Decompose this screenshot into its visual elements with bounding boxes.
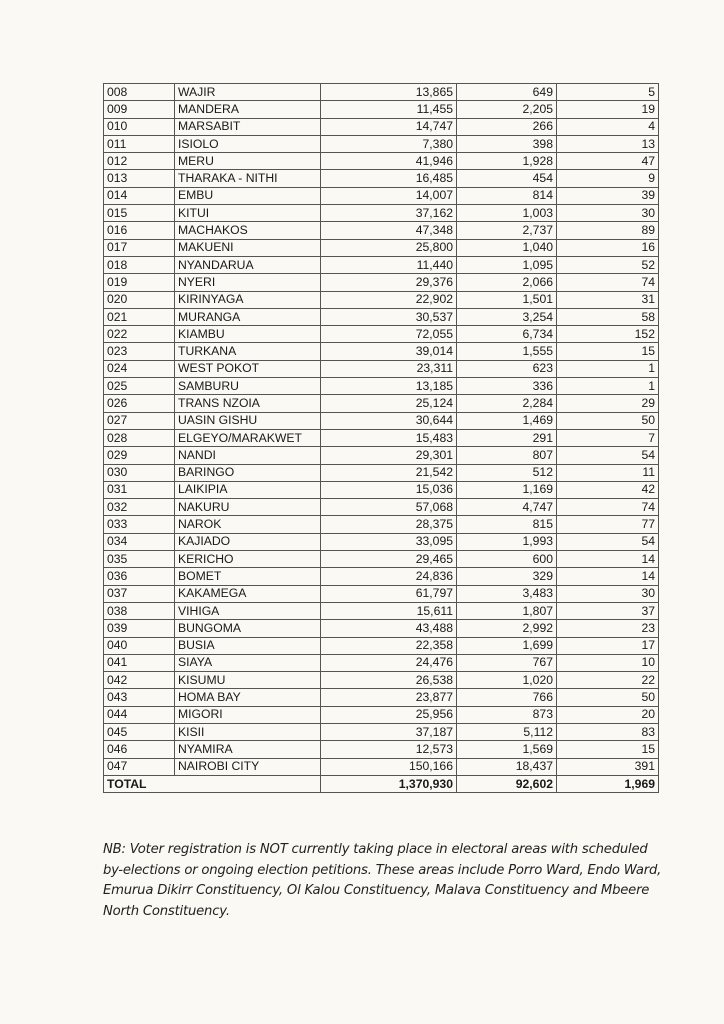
value-b-cell: 1,928	[457, 153, 557, 170]
value-a-cell: 37,187	[321, 723, 457, 740]
table-row	[104, 620, 659, 637]
value-c-cell: 42	[557, 481, 659, 498]
table-row	[104, 533, 659, 550]
total-col-a-cell: 1,370,930	[321, 775, 457, 792]
value-a-cell: 43,488	[321, 620, 457, 637]
value-b-cell: 1,040	[457, 239, 557, 256]
value-a-cell: 24,476	[321, 654, 457, 671]
value-c-cell: 29	[557, 395, 659, 412]
table-row	[104, 412, 659, 429]
value-b-cell: 1,555	[457, 343, 557, 360]
table-row	[104, 429, 659, 446]
value-c-cell: 89	[557, 222, 659, 239]
county-name-cell: THARAKA - NITHI	[175, 170, 321, 187]
value-b-cell: 600	[457, 551, 557, 568]
value-a-cell: 25,124	[321, 395, 457, 412]
table-row	[104, 499, 659, 516]
county-name-cell: KERICHO	[175, 551, 321, 568]
county-name-cell: VIHIGA	[175, 602, 321, 619]
value-a-cell: 72,055	[321, 326, 457, 343]
county-name-cell: ISIOLO	[175, 135, 321, 152]
table-row	[104, 723, 659, 740]
county-name-cell: WEST POKOT	[175, 360, 321, 377]
value-c-cell: 58	[557, 308, 659, 325]
value-b-cell: 291	[457, 429, 557, 446]
county-code-cell: 043	[104, 689, 175, 706]
value-b-cell: 398	[457, 135, 557, 152]
table-row	[104, 256, 659, 273]
value-a-cell: 15,036	[321, 481, 457, 498]
county-name-cell: KIRINYAGA	[175, 291, 321, 308]
table-row	[104, 568, 659, 585]
county-code-cell: 044	[104, 706, 175, 723]
value-c-cell: 15	[557, 741, 659, 758]
county-name-cell: NYERI	[175, 274, 321, 291]
value-a-cell: 29,301	[321, 447, 457, 464]
value-b-cell: 2,205	[457, 101, 557, 118]
county-code-cell: 012	[104, 153, 175, 170]
county-code-cell: 023	[104, 343, 175, 360]
table-row	[104, 205, 659, 222]
county-code-cell: 040	[104, 637, 175, 654]
value-a-cell: 57,068	[321, 499, 457, 516]
value-a-cell: 30,537	[321, 308, 457, 325]
county-name-cell: BOMET	[175, 568, 321, 585]
county-code-cell: 031	[104, 481, 175, 498]
value-c-cell: 15	[557, 343, 659, 360]
table-row	[104, 481, 659, 498]
county-name-cell: UASIN GISHU	[175, 412, 321, 429]
value-c-cell: 52	[557, 256, 659, 273]
county-code-cell: 032	[104, 499, 175, 516]
county-code-cell: 014	[104, 187, 175, 204]
table-row	[104, 222, 659, 239]
value-c-cell: 16	[557, 239, 659, 256]
value-a-cell: 33,095	[321, 533, 457, 550]
table-row	[104, 360, 659, 377]
value-c-cell: 152	[557, 326, 659, 343]
value-b-cell: 4,747	[457, 499, 557, 516]
value-b-cell: 1,807	[457, 602, 557, 619]
county-name-cell: MERU	[175, 153, 321, 170]
value-a-cell: 13,185	[321, 378, 457, 395]
value-b-cell: 329	[457, 568, 557, 585]
value-a-cell: 24,836	[321, 568, 457, 585]
value-a-cell: 41,946	[321, 153, 457, 170]
county-code-cell: 008	[104, 84, 175, 101]
table-row	[104, 741, 659, 758]
county-code-cell: 028	[104, 429, 175, 446]
value-c-cell: 1	[557, 378, 659, 395]
value-a-cell: 22,902	[321, 291, 457, 308]
county-code-cell: 035	[104, 551, 175, 568]
value-b-cell: 2,066	[457, 274, 557, 291]
county-name-cell: HOMA BAY	[175, 689, 321, 706]
table-row	[104, 551, 659, 568]
value-b-cell: 766	[457, 689, 557, 706]
value-a-cell: 23,311	[321, 360, 457, 377]
table-row	[104, 187, 659, 204]
value-c-cell: 47	[557, 153, 659, 170]
county-name-cell: LAIKIPIA	[175, 481, 321, 498]
value-b-cell: 6,734	[457, 326, 557, 343]
table-row	[104, 308, 659, 325]
county-name-cell: NAIROBI CITY	[175, 758, 321, 775]
county-name-cell: BUSIA	[175, 637, 321, 654]
value-c-cell: 37	[557, 602, 659, 619]
value-a-cell: 16,485	[321, 170, 457, 187]
county-name-cell: KITUI	[175, 205, 321, 222]
value-a-cell: 28,375	[321, 516, 457, 533]
table-row	[104, 585, 659, 602]
value-a-cell: 15,483	[321, 429, 457, 446]
county-code-cell: 038	[104, 602, 175, 619]
county-name-cell: KAJIADO	[175, 533, 321, 550]
table-row	[104, 447, 659, 464]
value-a-cell: 29,376	[321, 274, 457, 291]
county-code-cell: 039	[104, 620, 175, 637]
table-row	[104, 239, 659, 256]
value-b-cell: 814	[457, 187, 557, 204]
county-code-cell: 026	[104, 395, 175, 412]
value-b-cell: 5,112	[457, 723, 557, 740]
county-name-cell: MARSABIT	[175, 118, 321, 135]
county-code-cell: 009	[104, 101, 175, 118]
value-b-cell: 2,992	[457, 620, 557, 637]
value-b-cell: 336	[457, 378, 557, 395]
county-code-cell: 036	[104, 568, 175, 585]
table-row	[104, 637, 659, 654]
table-row	[104, 464, 659, 481]
value-c-cell: 74	[557, 274, 659, 291]
table-row	[104, 170, 659, 187]
value-c-cell: 13	[557, 135, 659, 152]
table-row	[104, 291, 659, 308]
table-body	[104, 84, 659, 793]
table-row	[104, 706, 659, 723]
value-c-cell: 39	[557, 187, 659, 204]
county-name-cell: BUNGOMA	[175, 620, 321, 637]
footnote: NB: Voter registration is NOT currently taking place in electoral areas with scheduled by-elections or ongoing election petitions. These areas include Porro Ward, Endo Ward, Emurua Dikirr Constituency, Ol Kalou Constituency, Malava Constituency and Mbeere North Constituency.	[103, 842, 662, 919]
county-name-cell: NANDI	[175, 447, 321, 464]
county-name-cell: KIAMBU	[175, 326, 321, 343]
county-code-cell: 029	[104, 447, 175, 464]
value-b-cell: 266	[457, 118, 557, 135]
county-name-cell: TRANS NZOIA	[175, 395, 321, 412]
county-code-cell: 027	[104, 412, 175, 429]
table-row	[104, 118, 659, 135]
value-a-cell: 14,747	[321, 118, 457, 135]
value-a-cell: 7,380	[321, 135, 457, 152]
value-c-cell: 14	[557, 568, 659, 585]
value-b-cell: 1,699	[457, 637, 557, 654]
value-a-cell: 22,358	[321, 637, 457, 654]
county-name-cell: MACHAKOS	[175, 222, 321, 239]
value-c-cell: 14	[557, 551, 659, 568]
value-a-cell: 26,538	[321, 672, 457, 689]
county-name-cell: MANDERA	[175, 101, 321, 118]
value-c-cell: 83	[557, 723, 659, 740]
county-code-cell: 030	[104, 464, 175, 481]
table-row	[104, 326, 659, 343]
table-row	[104, 758, 659, 775]
total-row	[104, 775, 659, 792]
value-c-cell: 50	[557, 412, 659, 429]
county-code-cell: 046	[104, 741, 175, 758]
county-code-cell: 034	[104, 533, 175, 550]
value-a-cell: 14,007	[321, 187, 457, 204]
county-code-cell: 017	[104, 239, 175, 256]
value-a-cell: 25,800	[321, 239, 457, 256]
total-label: TOTAL	[104, 775, 321, 792]
value-b-cell: 1,003	[457, 205, 557, 222]
county-code-cell: 019	[104, 274, 175, 291]
value-b-cell: 767	[457, 654, 557, 671]
county-code-cell: 041	[104, 654, 175, 671]
county-code-cell: 037	[104, 585, 175, 602]
county-code-cell: 013	[104, 170, 175, 187]
county-name-cell: KISII	[175, 723, 321, 740]
value-b-cell: 807	[457, 447, 557, 464]
value-a-cell: 11,440	[321, 256, 457, 273]
county-name-cell: ELGEYO/MARAKWET	[175, 429, 321, 446]
value-c-cell: 22	[557, 672, 659, 689]
county-code-cell: 011	[104, 135, 175, 152]
value-c-cell: 11	[557, 464, 659, 481]
county-name-cell: MURANGA	[175, 308, 321, 325]
value-b-cell: 1,501	[457, 291, 557, 308]
value-c-cell: 31	[557, 291, 659, 308]
value-a-cell: 47,348	[321, 222, 457, 239]
county-code-cell: 015	[104, 205, 175, 222]
table-row	[104, 84, 659, 101]
county-code-cell: 042	[104, 672, 175, 689]
value-b-cell: 1,569	[457, 741, 557, 758]
value-b-cell: 623	[457, 360, 557, 377]
value-b-cell: 3,483	[457, 585, 557, 602]
value-b-cell: 1,169	[457, 481, 557, 498]
county-name-cell: EMBU	[175, 187, 321, 204]
county-name-cell: KISUMU	[175, 672, 321, 689]
table-row	[104, 672, 659, 689]
value-c-cell: 54	[557, 533, 659, 550]
value-a-cell: 15,611	[321, 602, 457, 619]
county-code-cell: 025	[104, 378, 175, 395]
value-b-cell: 649	[457, 84, 557, 101]
county-name-cell: NYANDARUA	[175, 256, 321, 273]
value-b-cell: 2,284	[457, 395, 557, 412]
value-a-cell: 37,162	[321, 205, 457, 222]
value-a-cell: 11,455	[321, 101, 457, 118]
county-code-cell: 047	[104, 758, 175, 775]
value-c-cell: 30	[557, 205, 659, 222]
value-c-cell: 23	[557, 620, 659, 637]
total-col-b-cell: 92,602	[457, 775, 557, 792]
voter-registration-table	[103, 83, 659, 793]
county-code-cell: 045	[104, 723, 175, 740]
value-b-cell: 815	[457, 516, 557, 533]
value-a-cell: 30,644	[321, 412, 457, 429]
county-name-cell: WAJIR	[175, 84, 321, 101]
value-b-cell: 1,993	[457, 533, 557, 550]
value-b-cell: 512	[457, 464, 557, 481]
table-row	[104, 378, 659, 395]
county-code-cell: 033	[104, 516, 175, 533]
value-c-cell: 5	[557, 84, 659, 101]
total-col-c-cell: 1,969	[557, 775, 659, 792]
value-a-cell: 39,014	[321, 343, 457, 360]
value-b-cell: 1,469	[457, 412, 557, 429]
county-code-cell: 024	[104, 360, 175, 377]
value-c-cell: 17	[557, 637, 659, 654]
county-code-cell: 020	[104, 291, 175, 308]
county-name-cell: KAKAMEGA	[175, 585, 321, 602]
value-b-cell: 454	[457, 170, 557, 187]
value-c-cell: 9	[557, 170, 659, 187]
value-a-cell: 150,166	[321, 758, 457, 775]
value-c-cell: 54	[557, 447, 659, 464]
table-row	[104, 274, 659, 291]
county-code-cell: 016	[104, 222, 175, 239]
value-a-cell: 13,865	[321, 84, 457, 101]
county-code-cell: 022	[104, 326, 175, 343]
table-row	[104, 343, 659, 360]
value-c-cell: 74	[557, 499, 659, 516]
county-name-cell: TURKANA	[175, 343, 321, 360]
county-name-cell: NAKURU	[175, 499, 321, 516]
value-a-cell: 61,797	[321, 585, 457, 602]
county-code-cell: 010	[104, 118, 175, 135]
value-a-cell: 12,573	[321, 741, 457, 758]
value-a-cell: 23,877	[321, 689, 457, 706]
value-c-cell: 20	[557, 706, 659, 723]
value-c-cell: 10	[557, 654, 659, 671]
county-name-cell: NAROK	[175, 516, 321, 533]
value-c-cell: 4	[557, 118, 659, 135]
value-a-cell: 21,542	[321, 464, 457, 481]
value-b-cell: 873	[457, 706, 557, 723]
table-row	[104, 689, 659, 706]
county-code-cell: 021	[104, 308, 175, 325]
value-b-cell: 1,020	[457, 672, 557, 689]
value-c-cell: 19	[557, 101, 659, 118]
county-code-cell: 018	[104, 256, 175, 273]
county-name-cell: SAMBURU	[175, 378, 321, 395]
table-row	[104, 395, 659, 412]
county-name-cell: SIAYA	[175, 654, 321, 671]
table-row	[104, 602, 659, 619]
value-c-cell: 1	[557, 360, 659, 377]
table-row	[104, 654, 659, 671]
table-row	[104, 153, 659, 170]
value-c-cell: 50	[557, 689, 659, 706]
value-b-cell: 1,095	[457, 256, 557, 273]
value-b-cell: 3,254	[457, 308, 557, 325]
county-name-cell: NYAMIRA	[175, 741, 321, 758]
value-a-cell: 25,956	[321, 706, 457, 723]
county-name-cell: MIGORI	[175, 706, 321, 723]
value-a-cell: 29,465	[321, 551, 457, 568]
value-b-cell: 18,437	[457, 758, 557, 775]
table-row	[104, 135, 659, 152]
value-c-cell: 77	[557, 516, 659, 533]
value-c-cell: 30	[557, 585, 659, 602]
county-name-cell: BARINGO	[175, 464, 321, 481]
county-name-cell: MAKUENI	[175, 239, 321, 256]
table-row	[104, 516, 659, 533]
table-row	[104, 101, 659, 118]
value-b-cell: 2,737	[457, 222, 557, 239]
value-c-cell: 391	[557, 758, 659, 775]
value-c-cell: 7	[557, 429, 659, 446]
